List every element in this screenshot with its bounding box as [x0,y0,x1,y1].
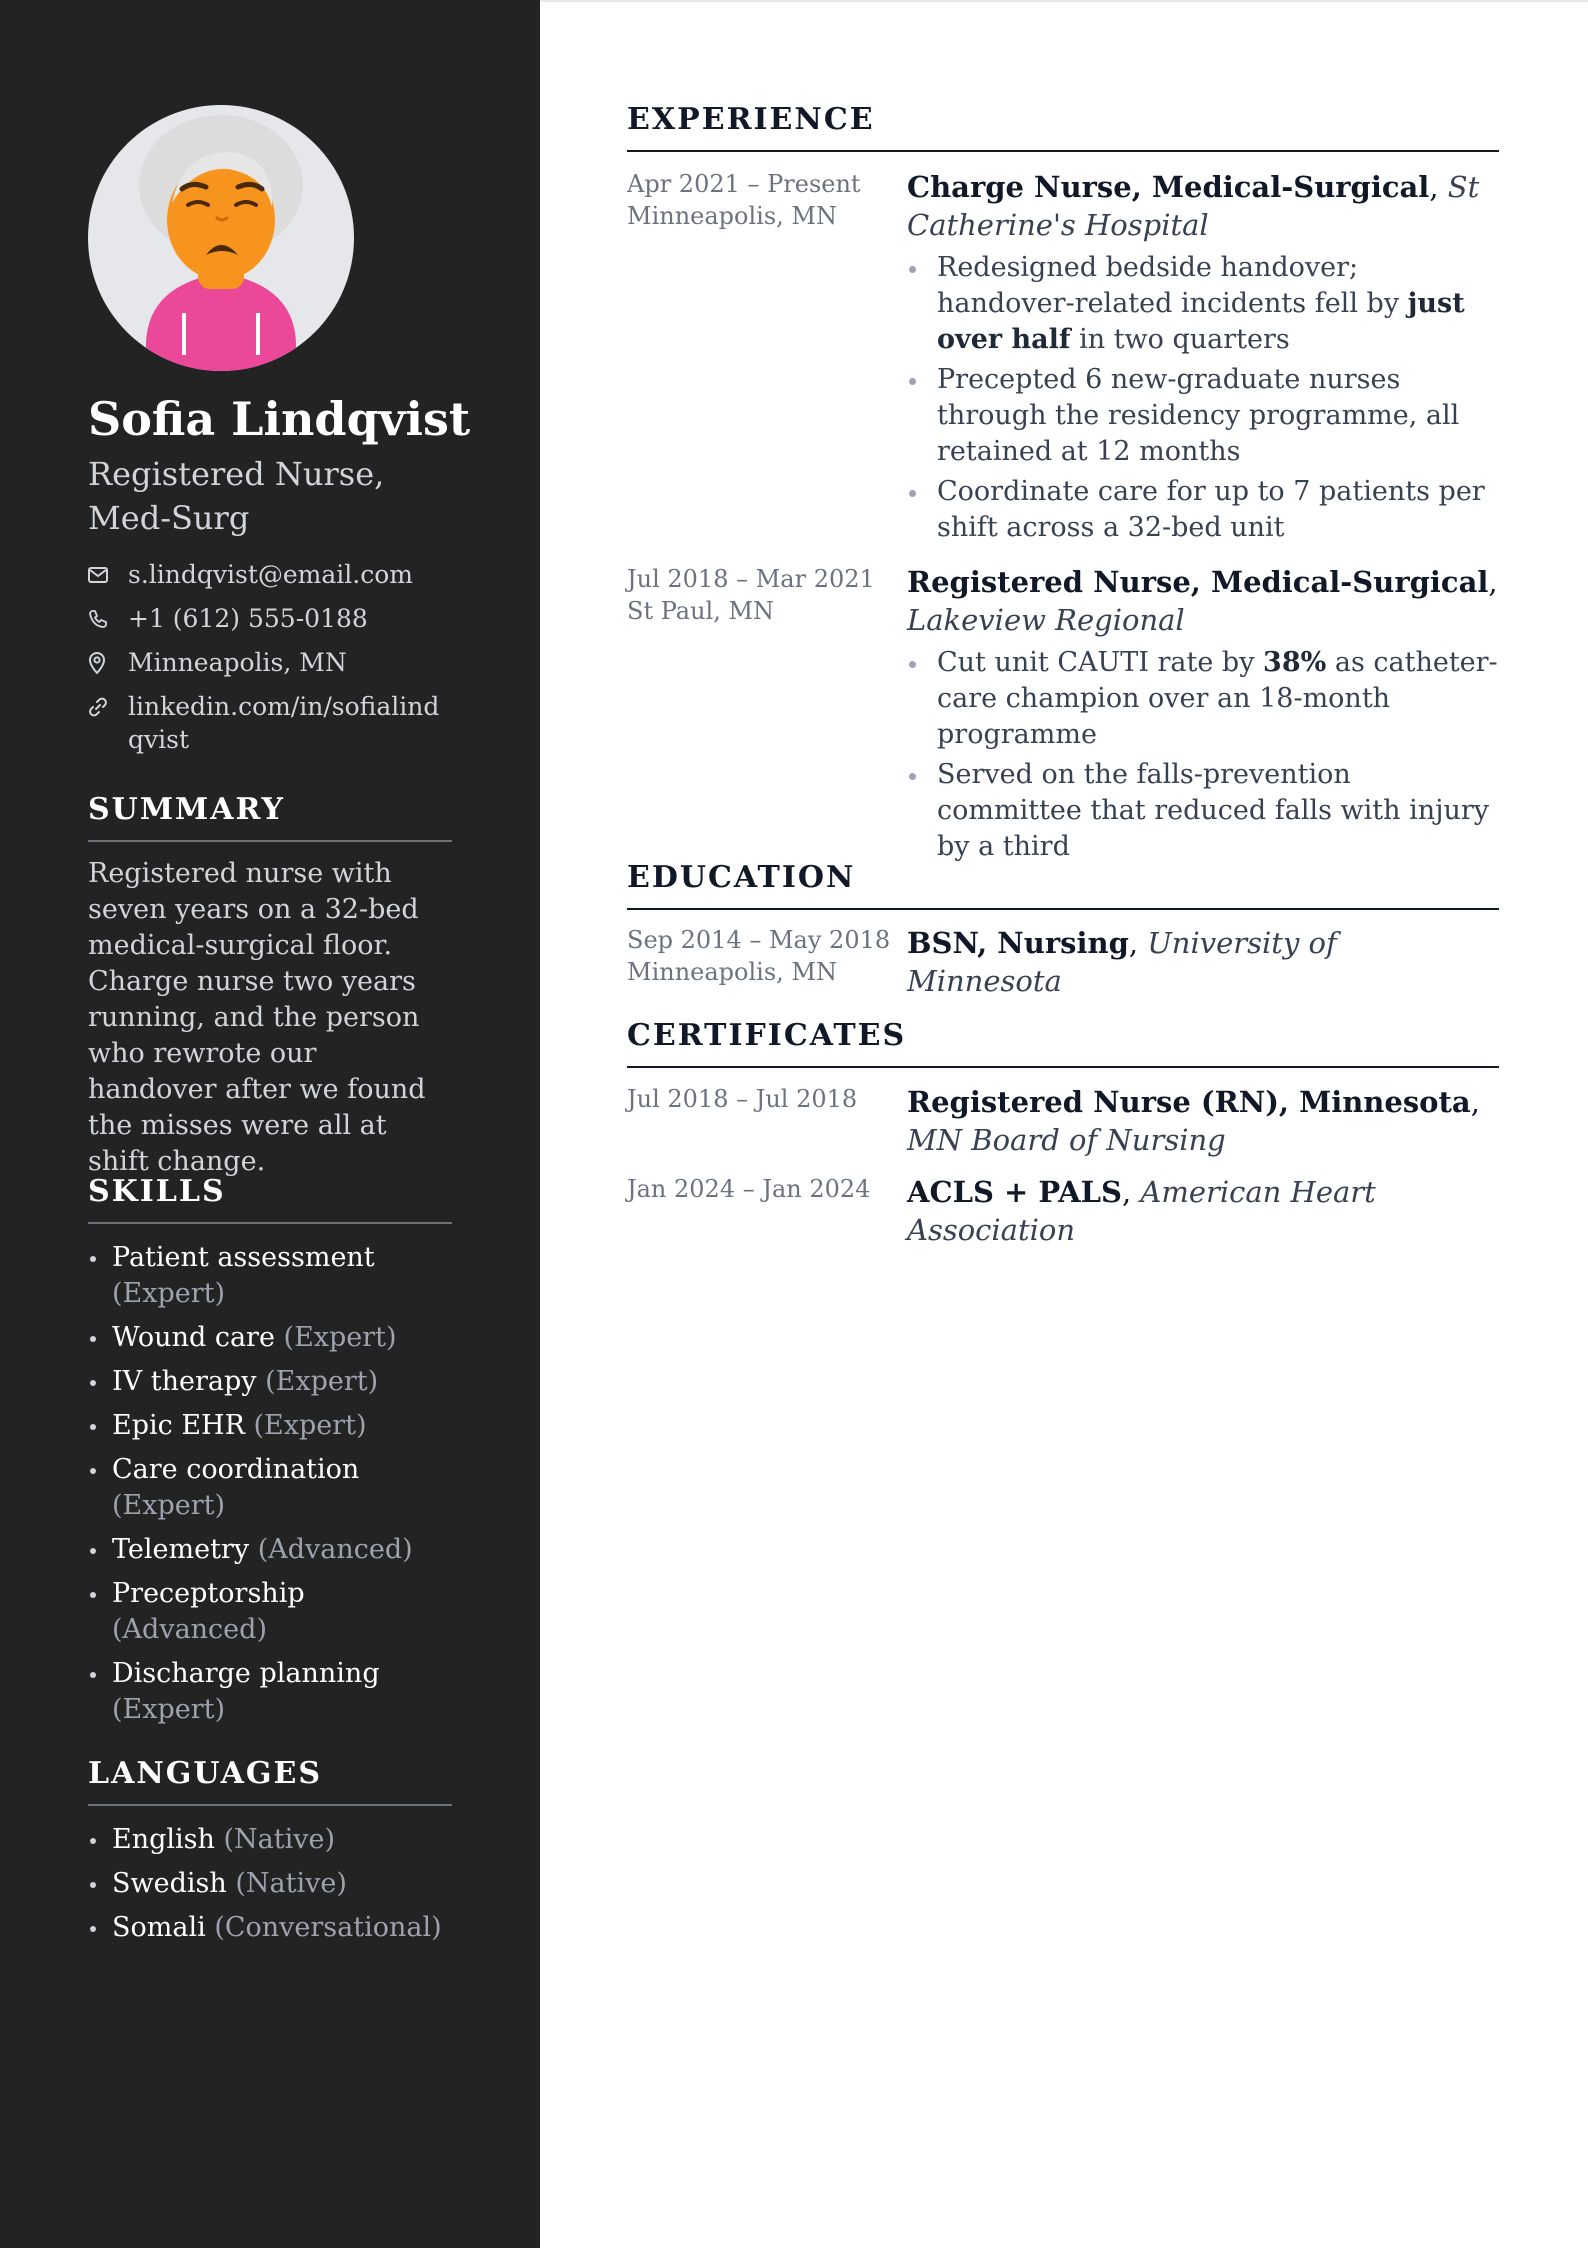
entry-degree: BSN, Nursing [907,926,1129,960]
languages-section [88,1756,452,1954]
languages-list [88,1822,452,1946]
avatar [88,105,354,371]
entry-meta [627,168,897,232]
contact-location-text: Minneapolis, MN [128,648,347,677]
skill-item: IV therapy (Expert) [88,1364,452,1400]
skills-section [88,1174,452,1736]
entry-meta [627,1173,897,1205]
language-item: Swedish (Native) [88,1866,452,1902]
summary-section [88,792,452,1180]
bullet-item: Served on the falls-prevention committee that reduced falls with injury by a third [907,757,1499,865]
language-item: English (Native) [88,1822,452,1858]
entry-location: Minneapolis, MN [627,958,837,986]
experience-heading: EXPERIENCE [627,102,1499,152]
bullet-item: Coordinate care for up to 7 patients per shift across a 32-bed unit [907,474,1499,546]
entry-school: University of Minnesota [907,926,1337,998]
entry-title: Registered Nurse (RN), Minnesota, MN Board of Nursing [907,1085,1480,1157]
entry-body [907,1173,1499,1249]
entry-body [907,563,1499,869]
entry-body [907,924,1499,1000]
phone-icon [88,602,128,635]
entry-org: St Catherine's Hospital [907,170,1480,242]
entry-cert-name: Registered Nurse (RN), Minnesota [907,1085,1471,1119]
location-pin-icon [88,646,128,679]
contact-email[interactable] [88,558,468,591]
languages-heading: LANGUAGES [88,1756,452,1806]
skill-item: Epic EHR (Expert) [88,1408,452,1444]
summary-heading: SUMMARY [88,792,452,842]
entry-role: Registered Nurse, Medical-Surgical [907,565,1489,599]
entry-bullets [907,645,1499,865]
entry-issuer: American Heart Association [907,1175,1376,1247]
entry-issuer: MN Board of Nursing [907,1123,1226,1157]
contact-phone[interactable] [88,602,468,635]
entry-body [907,168,1499,550]
skill-item: Discharge planning (Expert) [88,1656,452,1728]
summary-text: Registered nurse with seven years on a 32-bed medical-surgical floor. Charge nurse two years running, and the person who rewrote our handover after we found the misses were all at shift change. [88,858,426,1177]
entry-meta [627,563,897,627]
entry-location: St Paul, MN [627,597,775,625]
bullet-item: Redesigned bedside handover; handover-related incidents fell by just over half in two quarters [907,250,1499,358]
entry-dates: Jul 2018 – Jul 2018 [627,1085,858,1113]
skill-item: Care coordination (Expert) [88,1452,452,1524]
entry-cert-name: ACLS + PALS [907,1175,1122,1209]
entry-title: ACLS + PALS, American Heart Association [907,1175,1376,1247]
entry-dates: Sep 2014 – May 2018 [627,926,891,954]
skills-heading: SKILLS [88,1174,452,1224]
education-heading: EDUCATION [627,860,1499,910]
language-item: Somali (Conversational) [88,1910,452,1946]
contact-list [88,558,468,767]
contact-email-text: s.lindqvist@email.com [128,560,413,589]
skill-item: Telemetry (Advanced) [88,1532,452,1568]
entry-meta [627,924,897,988]
entry-body [907,1083,1499,1159]
contact-location [88,646,468,679]
bullet-item: Precepted 6 new-graduate nurses through the residency programme, all retained at 12 months [907,362,1499,470]
contact-linkedin-text: linkedin.com/in/sofialindqvist [128,692,440,754]
entry-org: Lakeview Regional [907,603,1185,637]
entry-dates: Apr 2021 – Present [627,170,861,198]
entry-dates: Jul 2018 – Mar 2021 [627,565,875,593]
entry-meta [627,1083,897,1115]
mail-icon [88,558,128,591]
entry-title: BSN, Nursing, University of Minnesota [907,926,1337,998]
entry-role: Charge Nurse, Medical-Surgical [907,170,1430,204]
bullet-item: Cut unit CAUTI rate by 38% as catheter-care champion over an 18-month programme [907,645,1499,753]
contact-phone-text: +1 (612) 555-0188 [128,604,368,633]
entry-title: Charge Nurse, Medical-Surgical, St Catherine's Hospital [907,170,1480,242]
skill-item: Patient assessment (Expert) [88,1240,452,1312]
link-icon [88,690,128,723]
entry-location: Minneapolis, MN [627,202,837,230]
skills-list [88,1240,452,1728]
entry-title: Registered Nurse, Medical-Surgical, Lakeview Regional [907,565,1498,637]
contact-linkedin[interactable] [88,690,468,756]
skill-item: Wound care (Expert) [88,1320,452,1356]
sidebar [0,0,540,2248]
entry-bullets [907,250,1499,546]
skill-item: Preceptorship (Advanced) [88,1576,452,1648]
entry-dates: Jan 2024 – Jan 2024 [627,1175,871,1203]
certificates-heading: CERTIFICATES [627,1018,1499,1068]
candidate-headline: Registered Nurse, Med-Surg [88,455,385,537]
candidate-name: Sofia Lindqvist [88,392,471,446]
